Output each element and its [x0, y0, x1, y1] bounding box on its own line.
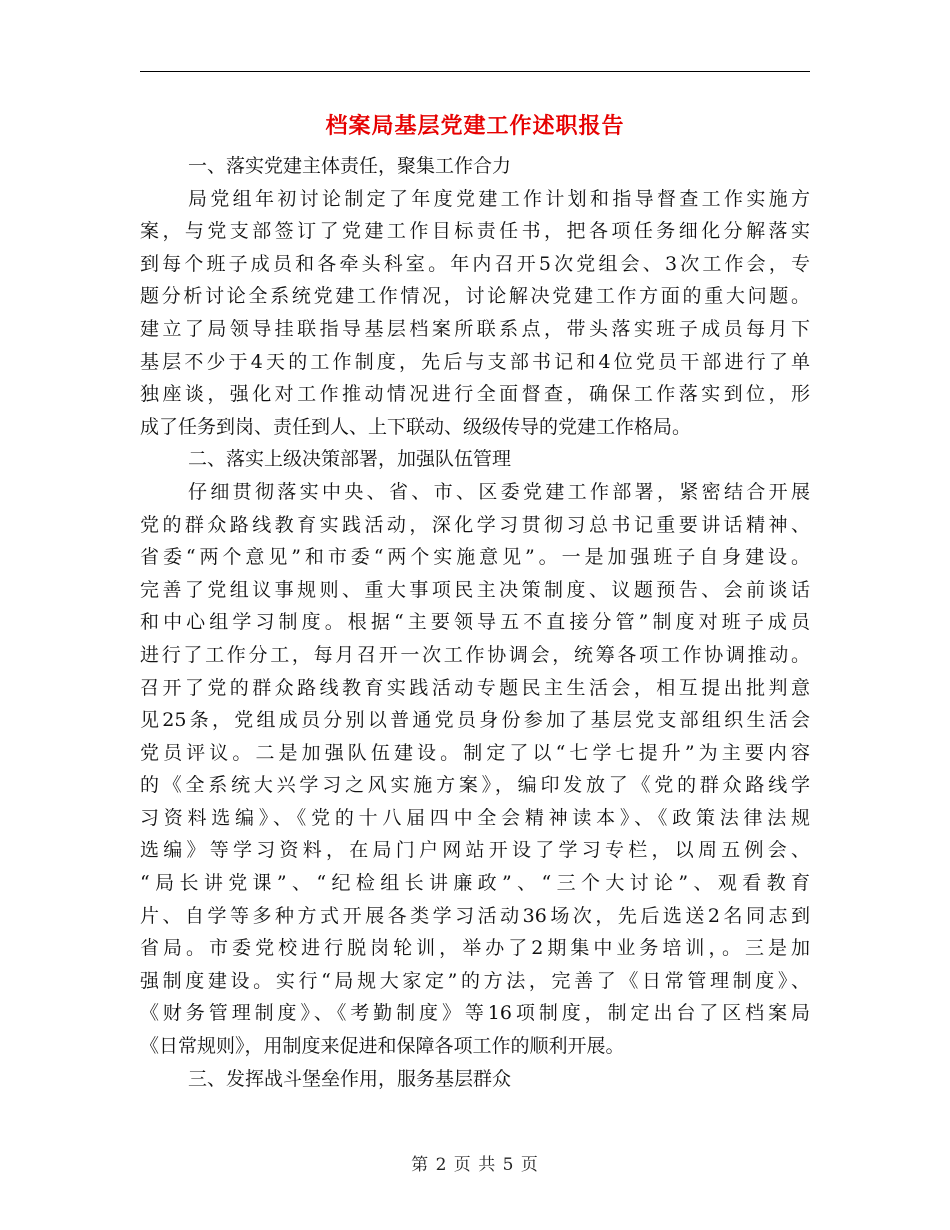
text-line: 局党组年初讨论制定了年度党建工作计划和指导督查工作实施方: [188, 187, 810, 210]
text-line: 党的群众路线教育实践活动，深化学习贯彻习总书记重要讲话精神、: [140, 513, 810, 536]
text-line: 选编》等学习资料，在局门户网站开设了学习专栏，以周五例会、: [140, 839, 810, 862]
text-line: 见25条，党组成员分别以普通党员身份参加了基层党支部组织生活会: [140, 709, 810, 732]
text-line: 《日常规则》，用制度来促进和保障各项工作的顺利开展。: [140, 1035, 625, 1058]
text-line: 基层不少于4天的工作制度，先后与支部书记和4位党员干部进行了单: [140, 350, 810, 373]
text-line: 题分析讨论全系统党建工作情况，讨论解决党建工作方面的重大问题。: [140, 285, 810, 308]
header-rule: [140, 71, 810, 72]
text-line: 进行了工作分工，每月召开一次工作协调会，统筹各项工作协调推动。: [140, 643, 810, 666]
text-line: 到每个班子成员和各牵头科室。年内召开5次党组会、3次工作会，专: [140, 252, 810, 275]
text-line: 一、落实党建主体责任，聚集工作合力: [188, 155, 512, 177]
document-title: 档案局基层党建工作述职报告: [325, 113, 625, 139]
text-line: 完善了党组议事规则、重大事项民主决策制度、议题预告、会前谈话: [140, 578, 810, 601]
text-line: 省局。市委党校进行脱岗轮训，举办了2期集中业务培训，。三是加: [140, 937, 810, 960]
text-line: “局长讲党课”、“纪检组长讲廉政”、“三个大讨论”、观看教育: [140, 872, 810, 895]
text-line: 强制度建设。实行“局规大家定”的方法，完善了《日常管理制度》、: [140, 969, 810, 992]
text-line: 的《全系统大兴学习之风实施方案》，编印发放了《党的群众路线学: [140, 774, 810, 797]
text-line: 成了任务到岗、责任到人、上下联动、级级传导的党建工作格局。: [140, 415, 692, 438]
text-line: 省委“两个意见”和市委“两个实施意见”。一是加强班子自身建设。: [140, 546, 810, 569]
text-line: 召开了党的群众路线教育实践活动专题民主生活会，相互提出批判意: [140, 676, 810, 699]
text-line: 三、发挥战斗堡垒作用，服务基层群众: [188, 1067, 512, 1090]
page-footer: 第 2 页 共 5 页: [411, 1155, 539, 1175]
text-line: 案，与党支部签订了党建工作目标责任书，把各项任务细化分解落实: [140, 220, 810, 243]
text-line: 片、自学等多种方式开展各类学习活动36场次，先后选送2名同志到: [140, 904, 810, 927]
text-line: 《财务管理制度》、《考勤制度》等16项制度，制定出台了区档案局: [140, 1002, 810, 1025]
text-line: 二、落实上级决策部署，加强队伍管理: [188, 448, 512, 471]
text-line: 建立了局领导挂联指导基层档案所联系点，带头落实班子成员每月下: [140, 317, 810, 340]
text-line: 习资料选编》、《党的十八届四中全会精神读本》、《政策法律法规: [140, 806, 810, 829]
text-line: 和中心组学习制度。根据“主要领导五不直接分管”制度对班子成员: [140, 611, 810, 634]
document-body: [140, 150, 810, 1095]
text-line: 独座谈，强化对工作推动情况进行全面督查，确保工作落实到位，形: [140, 383, 810, 406]
text-line: 党员评议。二是加强队伍建设。制定了以“七学七提升”为主要内容: [140, 741, 810, 764]
text-line: 仔细贯彻落实中央、省、市、区委党建工作部署，紧密结合开展: [188, 480, 810, 503]
